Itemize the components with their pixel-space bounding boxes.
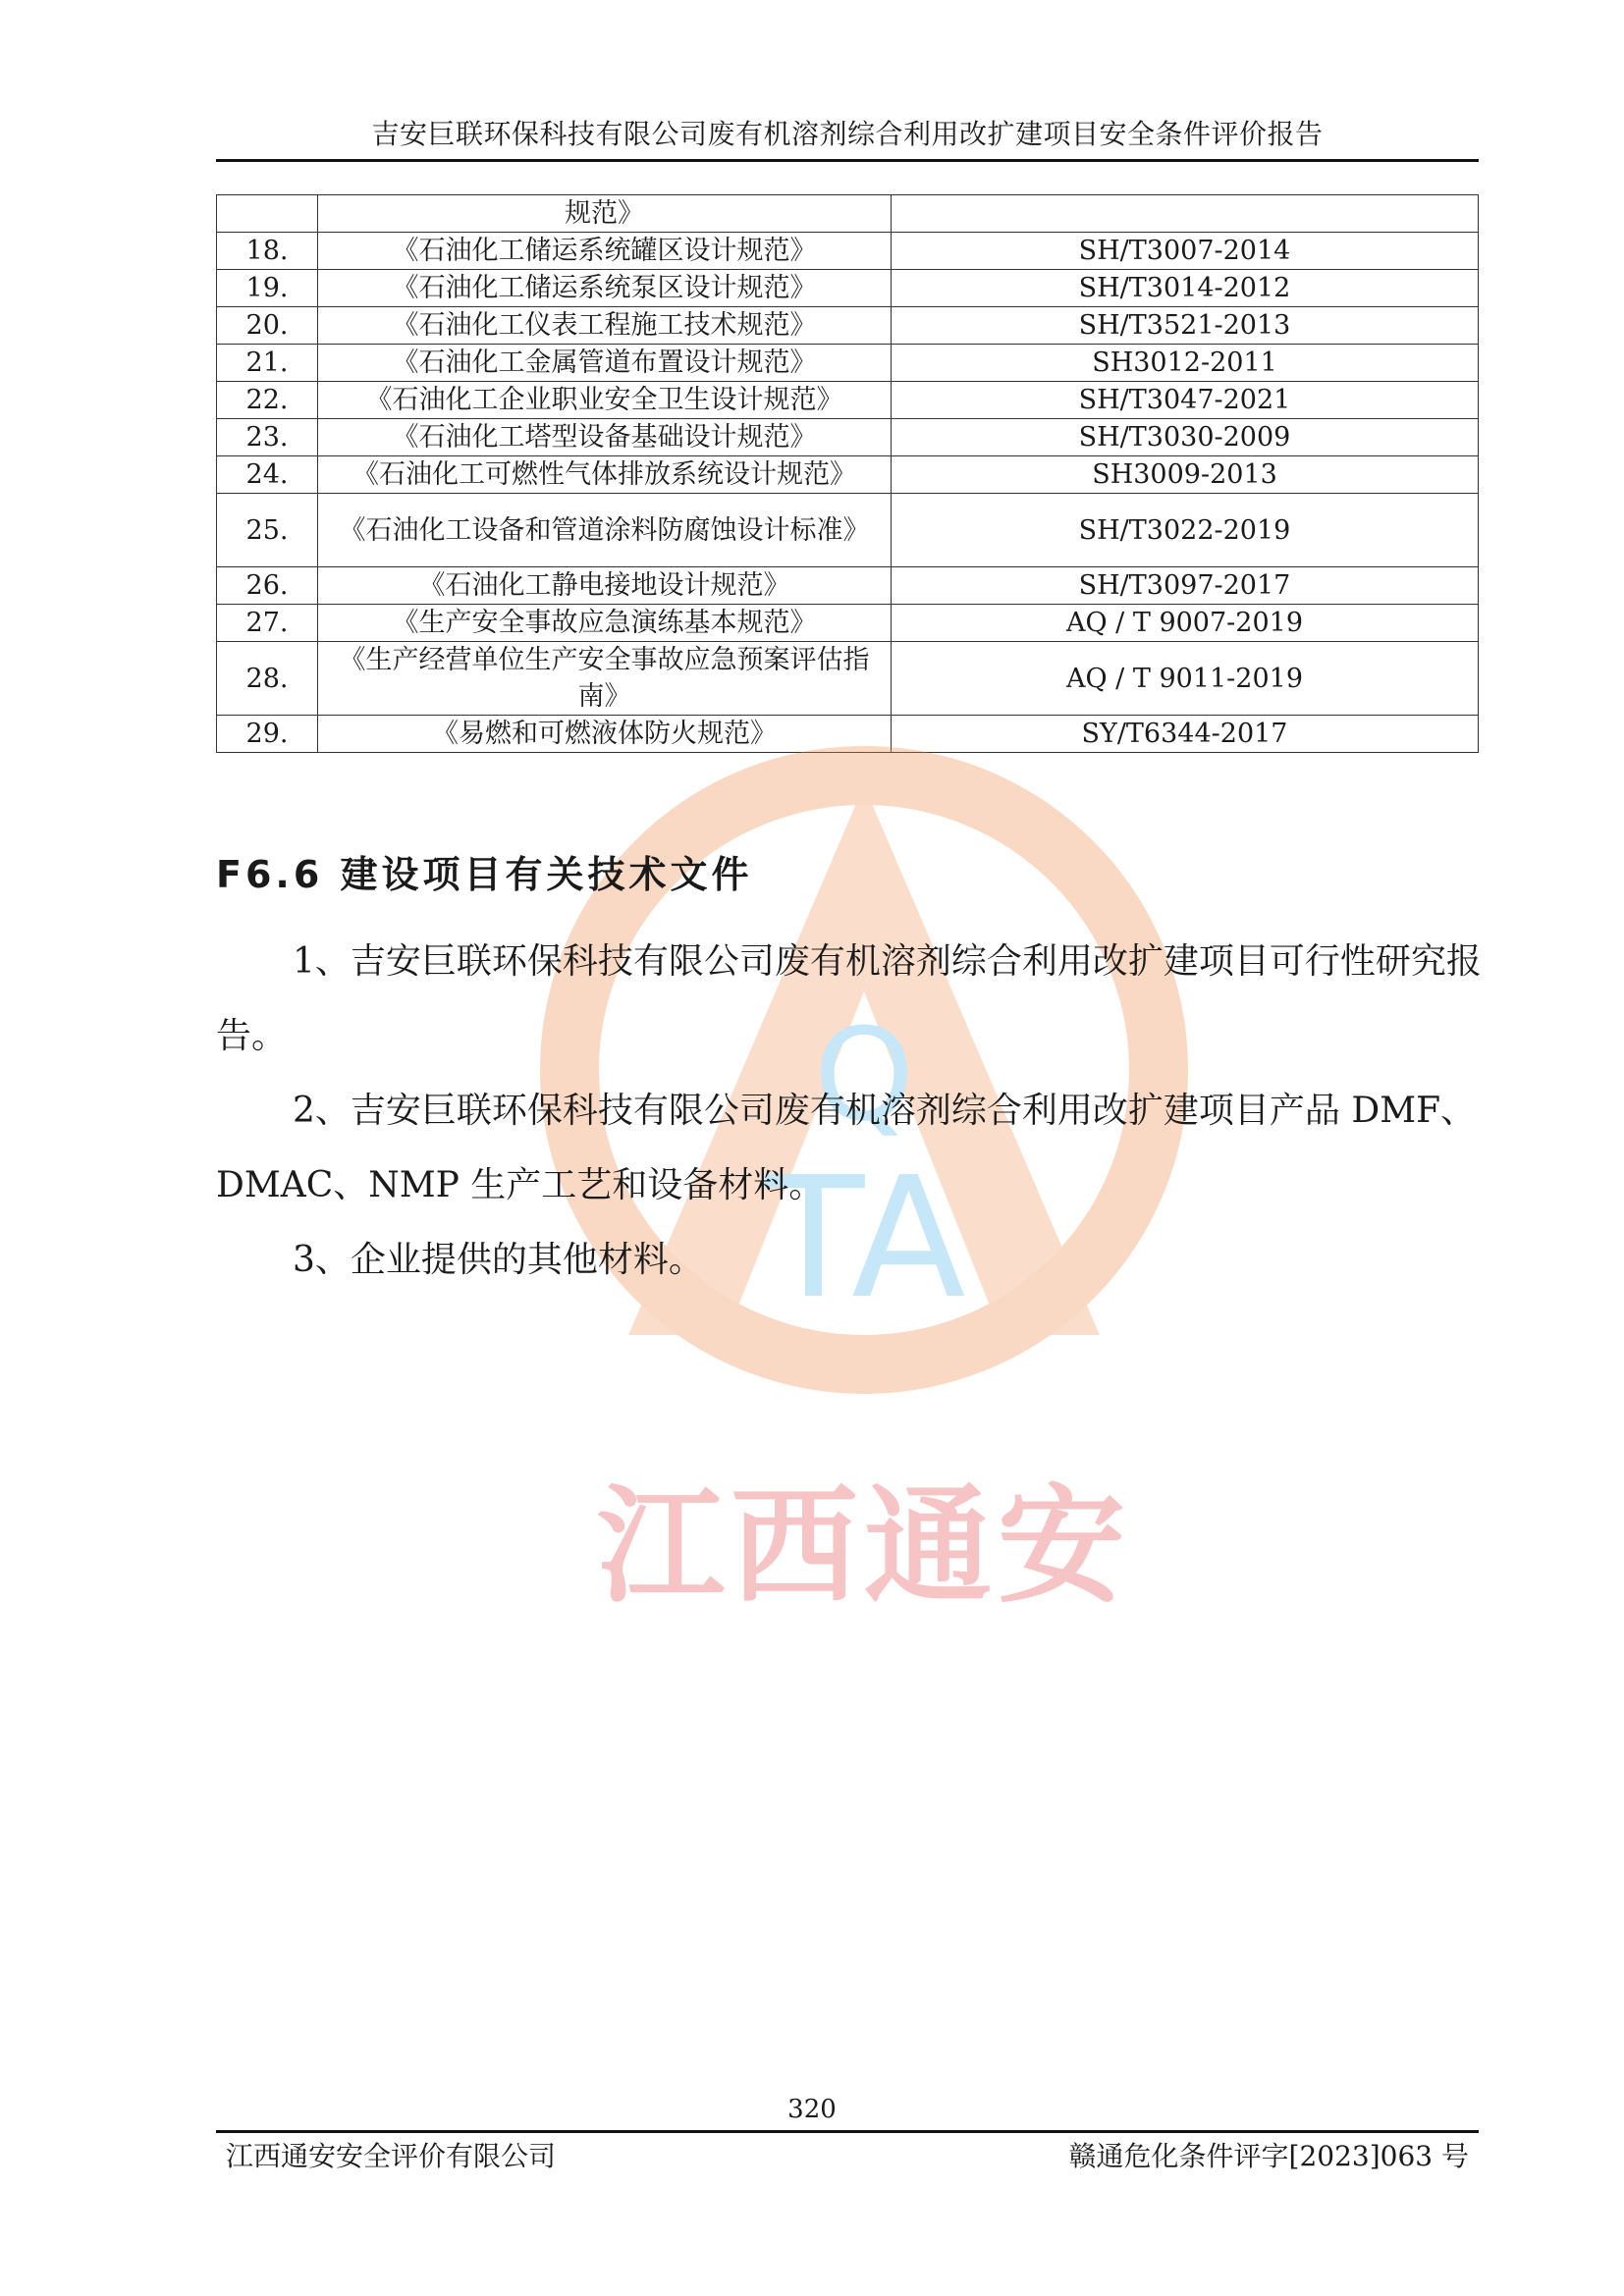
standard-code: SH/T3022-2019 bbox=[892, 494, 1479, 567]
table-row bbox=[217, 494, 1479, 567]
page-header: 吉安巨联环保科技有限公司废有机溶剂综合利用改扩建项目安全条件评价报告 bbox=[216, 110, 1479, 162]
standard-code: SH/T3007-2014 bbox=[892, 233, 1479, 270]
page-footer bbox=[216, 2130, 1479, 2180]
standard-code: SH3009-2013 bbox=[892, 456, 1479, 494]
page-number: 320 bbox=[787, 2095, 837, 2124]
standard-name: 《石油化工金属管道布置设计规范》 bbox=[318, 345, 892, 382]
standard-code: SH/T3030-2009 bbox=[892, 419, 1479, 456]
table-row bbox=[217, 270, 1479, 307]
section-heading: F6.6 建设项目有关技术文件 bbox=[216, 853, 753, 896]
table-row bbox=[217, 345, 1479, 382]
standard-code: SY/T6344-2017 bbox=[892, 716, 1479, 753]
row-number: 25. bbox=[217, 494, 318, 567]
table-row bbox=[217, 419, 1479, 456]
table-row bbox=[217, 233, 1479, 270]
standard-name: 《生产安全事故应急演练基本规范》 bbox=[318, 605, 892, 642]
table-row bbox=[217, 195, 1479, 233]
standard-code: AQ / T 9011-2019 bbox=[892, 642, 1479, 716]
standard-name: 《石油化工静电接地设计规范》 bbox=[318, 567, 892, 605]
standard-name: 规范》 bbox=[318, 195, 892, 233]
standard-name: 《石油化工仪表工程施工技术规范》 bbox=[318, 307, 892, 345]
row-number: 21. bbox=[217, 345, 318, 382]
row-number bbox=[217, 195, 318, 233]
row-number: 29. bbox=[217, 716, 318, 753]
standard-code: SH/T3097-2017 bbox=[892, 567, 1479, 605]
standard-name: 《生产经营单位生产安全事故应急预案评估指南》 bbox=[318, 642, 892, 716]
standard-code: SH/T3047-2021 bbox=[892, 382, 1479, 419]
standard-name: 《石油化工储运系统罐区设计规范》 bbox=[318, 233, 892, 270]
standard-code: SH/T3014-2012 bbox=[892, 270, 1479, 307]
table-row bbox=[217, 382, 1479, 419]
standard-name: 《石油化工塔型设备基础设计规范》 bbox=[318, 419, 892, 456]
standard-name: 《石油化工可燃性气体排放系统设计规范》 bbox=[318, 456, 892, 494]
standard-code bbox=[892, 195, 1479, 233]
row-number: 22. bbox=[217, 382, 318, 419]
standard-name: 《易燃和可燃液体防火规范》 bbox=[318, 716, 892, 753]
standard-code: SH3012-2011 bbox=[892, 345, 1479, 382]
table-row bbox=[217, 605, 1479, 642]
table-row bbox=[217, 567, 1479, 605]
standard-name: 《石油化工设备和管道涂料防腐蚀设计标准》 bbox=[318, 494, 892, 567]
standard-name: 《石油化工企业职业安全卫生设计规范》 bbox=[318, 382, 892, 419]
row-number: 27. bbox=[217, 605, 318, 642]
row-number: 20. bbox=[217, 307, 318, 345]
table-row bbox=[217, 716, 1479, 753]
paragraph-item-3: 3、企业提供的其他材料。 bbox=[293, 1240, 704, 1280]
watermark-company-text: 江西通安 bbox=[596, 1471, 1132, 1621]
row-number: 28. bbox=[217, 642, 318, 716]
row-number: 18. bbox=[217, 233, 318, 270]
standard-code: SH/T3521-2013 bbox=[892, 307, 1479, 345]
standard-code: AQ / T 9007-2019 bbox=[892, 605, 1479, 642]
watermark-letter-q: Q bbox=[813, 1000, 915, 1149]
row-number: 19. bbox=[217, 270, 318, 307]
row-number: 26. bbox=[217, 567, 318, 605]
standard-name: 《石油化工储运系统泵区设计规范》 bbox=[318, 270, 892, 307]
table-row bbox=[217, 456, 1479, 494]
paragraph-item-1: 1、吉安巨联环保科技有限公司废有机溶剂综合利用改扩建项目可行性研究报告。 bbox=[216, 941, 1482, 1056]
watermark-letters-ta: TA bbox=[762, 1142, 966, 1336]
row-number: 23. bbox=[217, 419, 318, 456]
footer-doc-number: 赣通危化条件评字[2023]063 号 bbox=[1068, 2140, 1469, 2172]
row-number: 24. bbox=[217, 456, 318, 494]
table-row bbox=[217, 307, 1479, 345]
table-row bbox=[217, 642, 1479, 716]
standards-table bbox=[216, 194, 1479, 753]
footer-company: 江西通安安全评价有限公司 bbox=[226, 2140, 557, 2172]
paragraph-item-2: 2、吉安巨联环保科技有限公司废有机溶剂综合利用改扩建项目产品 DMF、DMAC、NMP 生产工艺和设备材料。 bbox=[216, 1091, 1477, 1205]
